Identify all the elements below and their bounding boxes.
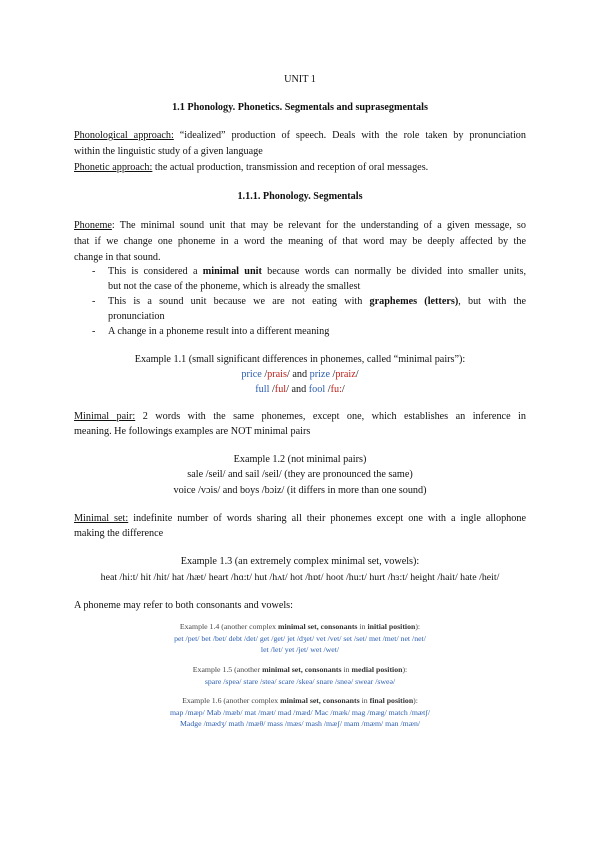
phonological-approach-line: Phonological approach: “idealized” production of speech. Deals with the role taken by pronunciation (74, 130, 526, 141)
minimal-pair-label: Minimal pair: (74, 411, 136, 422)
bullet-1-line2: but not the case of the phoneme, which is already the smallest (108, 281, 361, 292)
example-1-4-line2: let /let/ yet /jet/ wet /wet/ (260, 645, 340, 654)
phoneme-definition-line3: change in that sound. (74, 252, 161, 263)
example-1-2-caption: Example 1.2 (not minimal pairs) (233, 454, 367, 465)
bullet-dash: - (92, 266, 96, 277)
example-1-6-caption: Example 1.6 (another complex minimal set, consonants in final position): (182, 696, 418, 705)
bullet-2-line2: pronunciation (108, 311, 165, 322)
phoneme-definition-line1: Phoneme: The minimal sound unit that may be relevant for the understanding of a given message, so (74, 220, 526, 231)
bullet-2-line1: This is a sound unit because we are not eating with graphemes (letters), but with the (108, 296, 526, 307)
section-title: 1.1 Phonology. Phonetics. Segmentals and suprasegmentals (172, 102, 428, 113)
phoneme-refers-text: A phoneme may refer to both consonants and vowels: (74, 600, 293, 611)
bullet-dash: - (92, 326, 96, 337)
bullet-1-line1: This is considered a minimal unit because words can normally be divided into smaller units, (108, 266, 526, 277)
example-1-1-row1: price /prais/ and prize /praiz/ (241, 369, 359, 380)
example-1-5-caption: Example 1.5 (another minimal set, consonants in medial position): (192, 665, 408, 674)
phonetic-label: Phonetic approach: (74, 162, 153, 173)
bullet-dash: - (92, 296, 96, 307)
phonological-label: Phonological approach: (74, 130, 174, 141)
subsection-title: 1.1.1. Phonology. Segmentals (237, 191, 363, 202)
example-1-3-caption: Example 1.3 (an extremely complex minimal set, vowels): (180, 556, 420, 567)
example-1-5-line1: spare /speə/ stare /steə/ scare /skeə/ snare /sneə/ swear /sweə/ (204, 677, 396, 686)
example-1-4-line1: pet /pet/ bet /bet/ debt /det/ get /get/ jet /dʒet/ vet /vet/ set /set/ met /met/ net /net/ (174, 634, 426, 643)
phonological-approach-line2: within the linguistic study of a given language (74, 146, 263, 157)
example-1-3-line: heat /hi:t/ hit /hit/ hat /hæt/ heart /hɑ:t/ hut /hʌt/ hot /hɒt/ hoot /hu:t/ hurt /hɜ:t/ height /hait/ hate /heit/ (100, 572, 500, 583)
example-1-1-row2: full /ful/ and fool /fu:/ (255, 384, 345, 395)
phonetic-approach-line: Phonetic approach: the actual production, transmission and reception of oral messages. (74, 162, 429, 173)
phoneme-definition-line2: that if we change one phoneme in a word the meaning of that word may be deeply affected by the (74, 236, 526, 247)
minimal-pair-line1: Minimal pair: 2 words with the same phonemes, except one, which establishes an inference in (74, 411, 526, 422)
minimal-pair-line2: meaning. He followings examples are NOT minimal pairs (74, 426, 311, 437)
unit-title: UNIT 1 (284, 74, 316, 85)
example-1-2-line1: sale /seil/ and sail /seil/ (they are pronounced the same) (187, 469, 413, 480)
minimal-set-label: Minimal set: (74, 513, 129, 524)
minimal-set-line1: Minimal set: indefinite number of words sharing all their phonemes except one with a ingle allophone (74, 513, 526, 524)
example-1-2-line2: voice /vɔis/ and boys /bɔiz/ (it differs in more than one sound) (173, 485, 427, 496)
minimal-set-line2: making the difference (74, 528, 164, 539)
example-1-4-caption: Example 1.4 (another complex minimal set, consonants in initial position): (179, 622, 421, 631)
bullet-3-line1: A change in a phoneme result into a different meaning (108, 326, 330, 337)
example-1-1-caption: Example 1.1 (small significant differences in phonemes, called “minimal pairs”): (134, 354, 466, 365)
example-1-6-line2: Madge /mædʒ/ math /mæθ/ mass /mæs/ mash /mæʃ/ mam /mæm/ man /mæn/ (179, 719, 421, 728)
example-1-6-line1: map /mæp/ Mab /mæb/ mat /mæt/ mad /mæd/ Mac /mæk/ mag /mæg/ match /mætʃ/ (169, 708, 431, 717)
phoneme-label: Phoneme (74, 220, 112, 231)
